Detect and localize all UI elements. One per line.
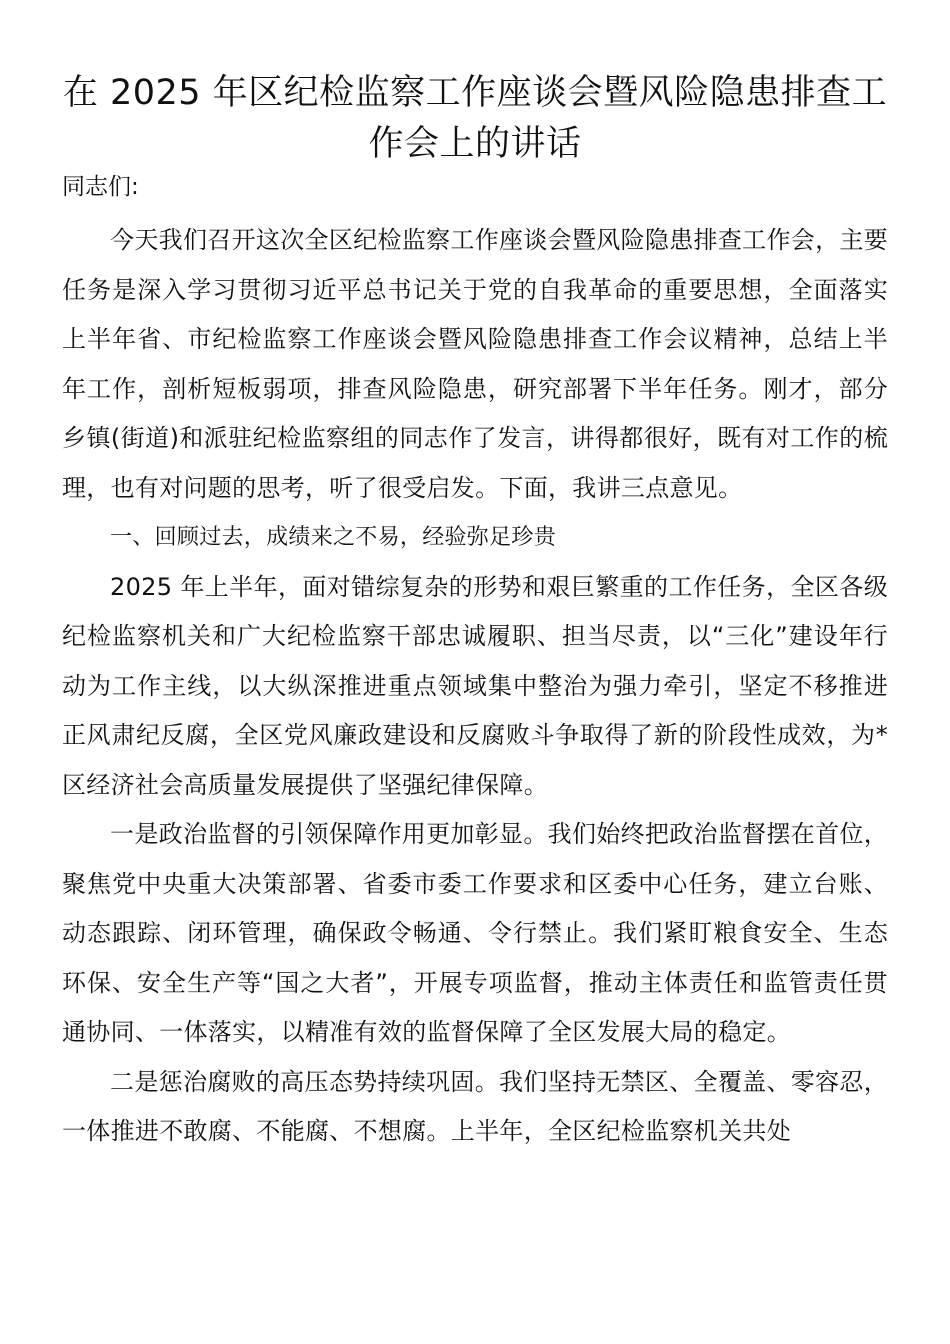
section-paragraph: 二是惩治腐败的高压态势持续巩固。我们坚持无禁区、全覆盖、零容忍，一体推进不敢腐、不能腐、不想腐。上半年，全区纪检监察机关共处	[62, 1067, 888, 1145]
section-paragraph: 一是政治监督的引领保障作用更加彰显。我们始终把政治监督摆在首位，聚焦党中央重大决策部署、省委市委工作要求和区委中心任务，建立台账、动态跟踪、闭环管理，确保政令畅通、令行禁止。我们紧盯粮食安全、生态环保、安全生产等“国之大者”，开展专项监督，推动主体责任和监管责任贯通协同、一体落实，以精准有效的监督保障了全区发展大局的稳定。	[62, 820, 888, 1046]
intro-paragraph: 今天我们召开这次全区纪检监察工作座谈会暨风险隐患排查工作会，主要任务是深入学习贯彻习近平总书记关于党的自我革命的重要思想，全面落实上半年省、市纪检监察工作座谈会暨风险隐患排查工作会议精神，总结上半年工作，剖析短板弱项，排查风险隐患，研究部署下半年任务。刚才，部分乡镇(街道)和派驻纪检监察组的同志作了发言，讲得都很好，既有对工作的梳理，也有对问题的思考，听了很受启发。下面，我讲三点意见。	[62, 226, 888, 502]
document-title: 在 2025 年区纪检监察工作座谈会暨风险隐患排查工作会上的讲话	[62, 73, 888, 164]
salutation: 同志们:	[62, 174, 139, 200]
section-paragraph: 2025 年上半年，面对错综复杂的形势和艰巨繁重的工作任务，全区各级纪检监察机关和广大纪检监察干部忠诚履职、担当尽责，以“三化”建设年行动为工作主线，以大纵深推进重点领域集中整治为强力牵引，坚定不移推进正风肃纪反腐，全区党风廉政建设和反腐败斗争取得了新的阶段性成效，为*区经济社会高质量发展提供了坚强纪律保障。	[62, 572, 888, 799]
section-heading: 一、回顾过去，成绩来之不易，经验弥足珍贵	[110, 525, 557, 550]
